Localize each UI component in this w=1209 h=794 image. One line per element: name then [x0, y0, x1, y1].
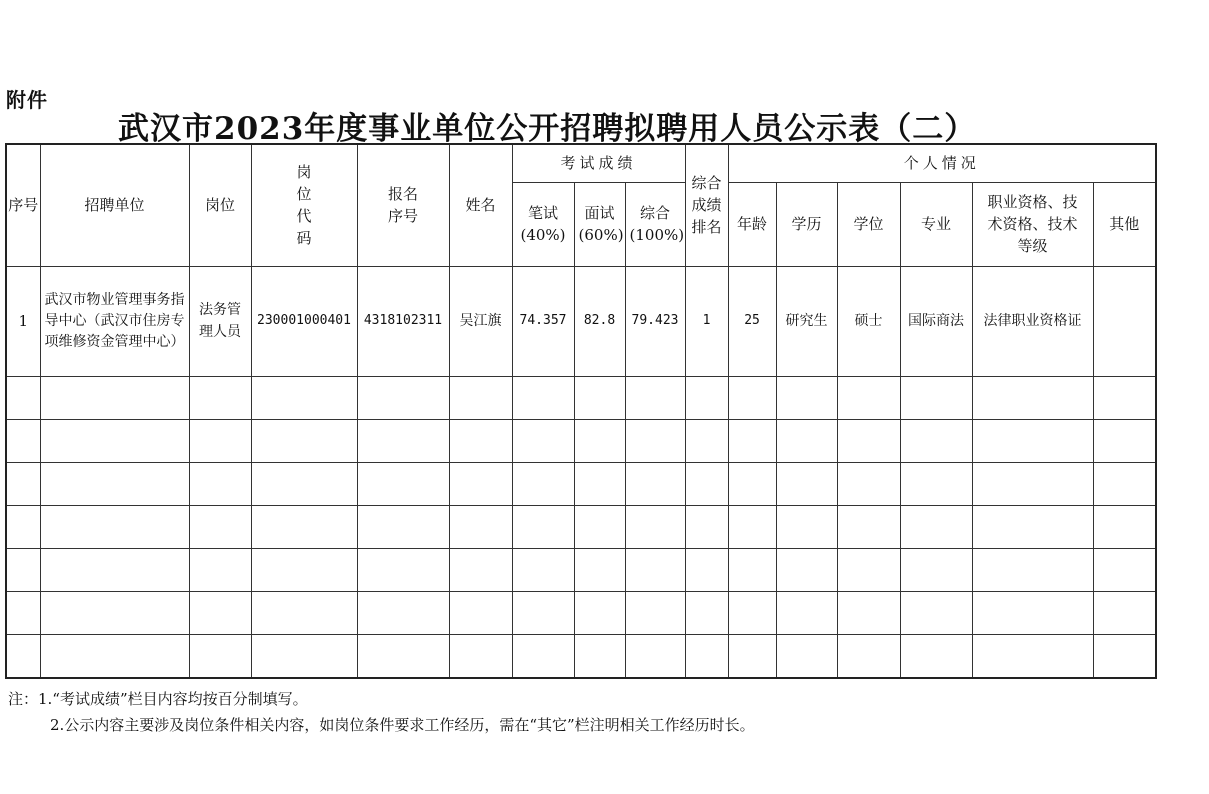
empty-row — [6, 463, 1156, 506]
cell-major: 国际商法 — [900, 266, 972, 376]
header-unit: 招聘单位 — [40, 144, 189, 266]
header-personal: 个人情况 — [728, 144, 1156, 182]
cell-age: 25 — [728, 266, 776, 376]
header-major: 专业 — [900, 182, 972, 266]
header-written: 笔试(40%) — [512, 182, 574, 266]
cell-written: 74.357 — [512, 266, 574, 376]
header-education: 学历 — [776, 182, 837, 266]
header-age: 年龄 — [728, 182, 776, 266]
header-reg-no: 报名序号 — [357, 144, 449, 266]
cell-seq: 1 — [6, 266, 40, 376]
note-1: 注：1.“考试成绩”栏目内容均按百分制填写。 — [8, 690, 308, 708]
header-other: 其他 — [1093, 182, 1156, 266]
empty-row — [6, 592, 1156, 635]
cell-education: 研究生 — [776, 266, 837, 376]
header-rank: 综合成绩排名 — [685, 144, 728, 266]
header-post: 岗位 — [189, 144, 251, 266]
empty-row — [6, 420, 1156, 463]
cell-post: 法务管理人员 — [189, 266, 251, 376]
cell-composite: 79.423 — [625, 266, 685, 376]
header-interview: 面试(60%) — [574, 182, 625, 266]
page-title: 武汉市2023年度事业单位公开招聘拟聘用人员公示表（二） — [118, 111, 977, 147]
attachment-label: 附件 — [6, 88, 48, 112]
header-composite: 综合(100%) — [625, 182, 685, 266]
cell-unit: 武汉市物业管理事务指导中心（武汉市住房专项维修资金管理中心） — [40, 266, 189, 376]
cell-reg-no: 4318102311 — [357, 266, 449, 376]
cell-rank: 1 — [685, 266, 728, 376]
empty-row — [6, 376, 1156, 419]
cell-post-code: 230001000401 — [251, 266, 357, 376]
header-post-code: 岗位代码 — [251, 144, 357, 266]
header-name: 姓名 — [449, 144, 512, 266]
note-2: 2.公示内容主要涉及岗位条件相关内容，如岗位条件要求工作经历，需在“其它”栏注明相关工作经历时长。 — [50, 716, 755, 734]
empty-row — [6, 549, 1156, 592]
header-exam: 考试成绩 — [512, 144, 685, 182]
header-seq: 序号 — [6, 144, 40, 266]
header-qualification: 职业资格、技术资格、技术等级 — [972, 182, 1093, 266]
cell-degree: 硕士 — [837, 266, 900, 376]
empty-row — [6, 635, 1156, 678]
cell-name: 吴江旗 — [449, 266, 512, 376]
cell-interview: 82.8 — [574, 266, 625, 376]
notes — [8, 686, 755, 738]
cell-qualification: 法律职业资格证 — [972, 266, 1093, 376]
header-row-1 — [6, 144, 1156, 182]
table-row — [6, 266, 1156, 376]
empty-row — [6, 506, 1156, 549]
publicity-table — [5, 143, 1157, 679]
cell-other — [1093, 266, 1156, 376]
header-degree: 学位 — [837, 182, 900, 266]
